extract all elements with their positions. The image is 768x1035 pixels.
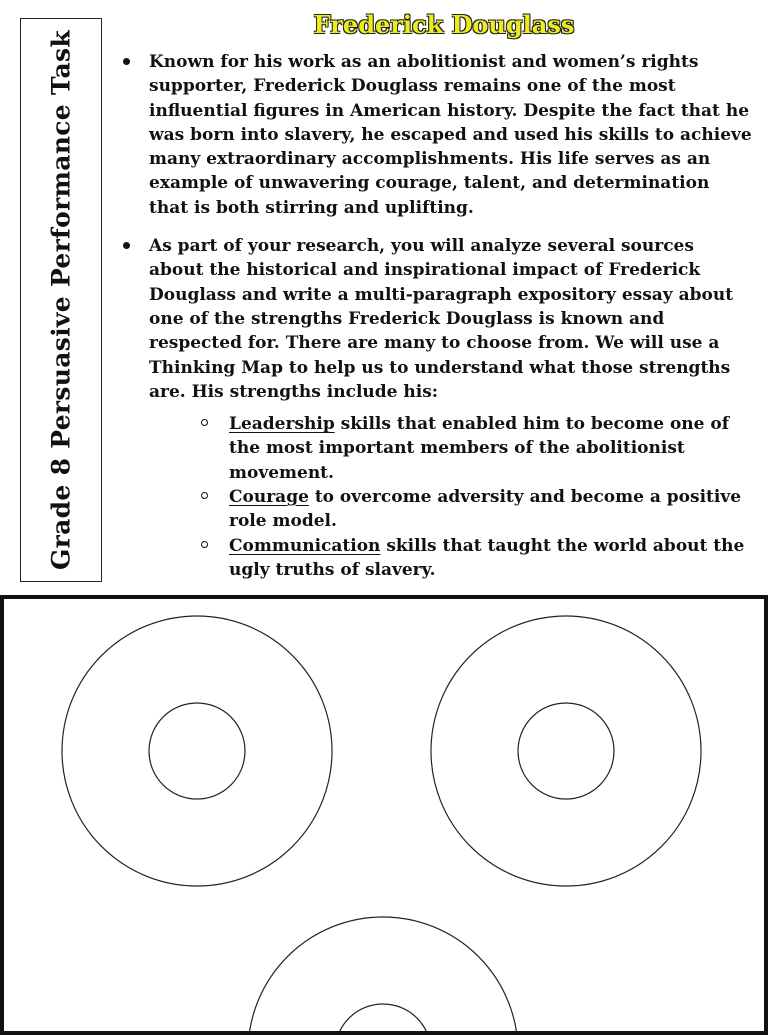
task-paragraph: As part of your research, you will analyze several sources about the historical and inspirational impact of Frederick Douglass and write a multi-paragraph expository essay about one of the strengths Frederick Douglass is known and respected for. There are many to choose from. We will use a Thinking Map to help us to understand what those strengths are. His strengths include his: (149, 236, 734, 402)
circle-map-right (431, 616, 701, 886)
thinking-map-frame (0, 595, 768, 1035)
strength-term: Leadership (229, 414, 335, 435)
strengths-list (192, 412, 752, 582)
circle-map-bottom (248, 917, 518, 1035)
bullet-dot-icon (123, 242, 130, 249)
hollow-bullet-icon (201, 492, 208, 499)
strength-description: skills that taught the world about the ugly truths of slavery. (229, 535, 745, 580)
circle-map-inner (335, 1004, 431, 1035)
strength-term: Courage (229, 487, 309, 508)
circle-map-left (62, 616, 332, 886)
circle-map-inner (518, 703, 614, 799)
bullet-dot-icon (123, 58, 130, 65)
circle-maps (4, 599, 768, 1035)
strength-item-courage (192, 485, 752, 534)
strength-description: to overcome adversity and become a positive role model. (229, 487, 742, 532)
circle-map-outer (431, 616, 701, 886)
circle-map-inner (149, 703, 245, 799)
circle-map-outer (62, 616, 332, 886)
intro-paragraph: Known for his work as an abolitionist and women’s rights supporter, Frederick Douglass remains one of the most influential figures in American history. Despite the fact that he was born into slavery, he escaped and used his skills to achieve many extraordinary accomplishments. His life serves as an example of unwavering courage, talent, and determination that is both stirring and uplifting. (149, 52, 752, 218)
page-title: Frederick Douglass (313, 10, 575, 39)
strength-description: skills that enabled him to become one of the most important members of the abolitionist movement. (229, 414, 730, 483)
side-label-box (20, 18, 102, 582)
content (112, 50, 752, 596)
intro-bullet (112, 50, 752, 220)
side-label: Grade 8 Persuasive Performance Task (46, 29, 76, 571)
circle-map-outer (248, 917, 518, 1035)
task-bullet (112, 234, 752, 582)
hollow-bullet-icon (201, 419, 208, 426)
strength-item-leadership (192, 412, 752, 485)
hollow-bullet-icon (201, 541, 208, 548)
strength-item-communication (192, 534, 752, 583)
strength-term: Communication (229, 535, 381, 556)
